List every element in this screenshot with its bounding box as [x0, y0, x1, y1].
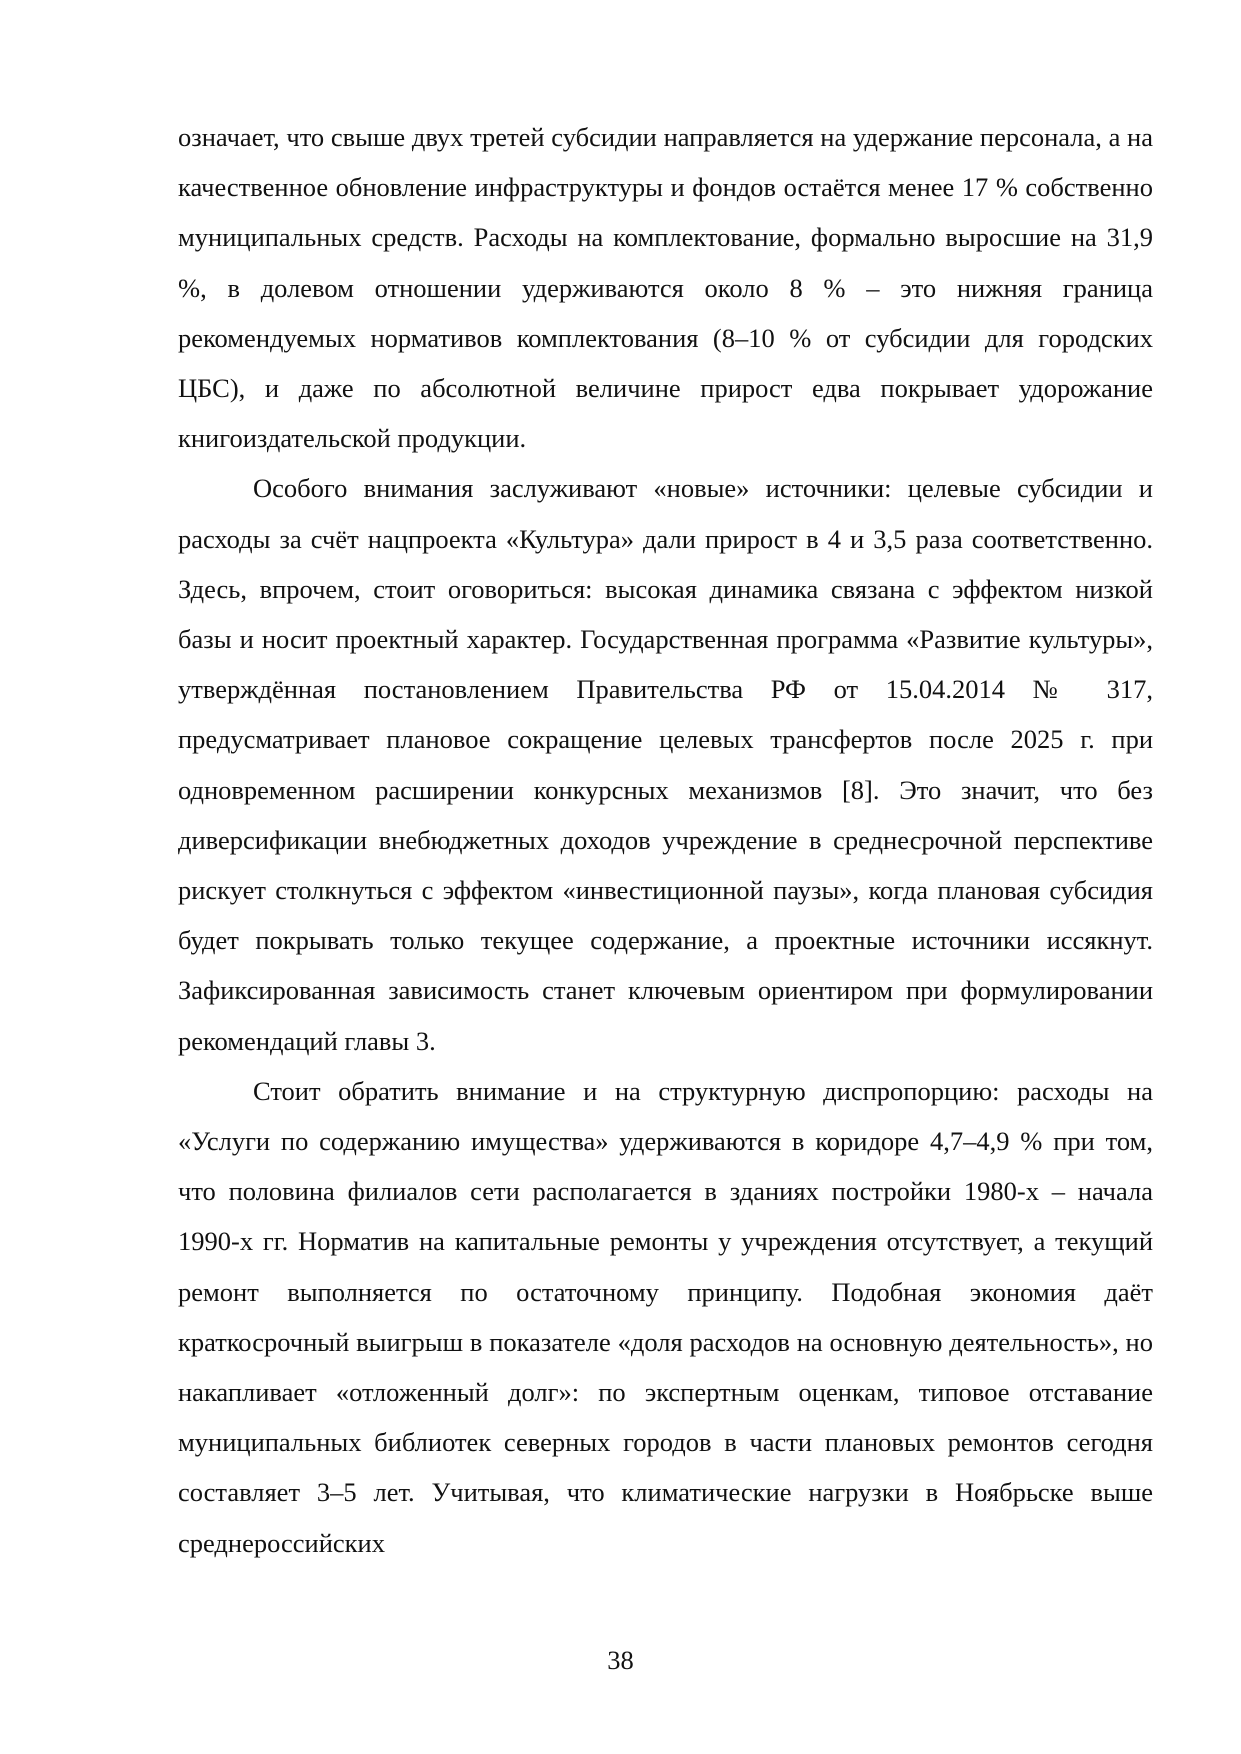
text-body — [178, 112, 1153, 1568]
paragraph-new-sources: Особого внимания заслуживают «новые» источники: целевые субсидии и расходы за счёт нацпроекта «Культура» дали прирост в 4 и 3,5 раза соответственно. Здесь, впрочем, стоит оговориться: высокая динамика связана с эффектом низкой базы и носит проектный характер. Государственная программа «Развитие культуры», утверждённая постановлением Правительства РФ от 15.04.2014 № 317, предусматривает плановое сокращение целевых трансфертов после 2025 г. при одновременном расширении конкурсных механизмов [8]. Это значит, что без диверсификации внебюджетных доходов учреждение в среднесрочной перспективе рискует столкнуться с эффектом «инвестиционной паузы», когда плановая субсидия будет покрывать только текущее содержание, а проектные источники иссякнут. Зафиксированная зависимость станет ключевым ориентиром при формулировании рекомендаций главы 3. — [178, 473, 1153, 1056]
paragraph-structural-disproportion: Стоит обратить внимание и на структурную диспропорцию: расходы на «Услуги по содержанию имущества» удерживаются в коридоре 4,7–4,9 % при том, что половина филиалов сети располагается в зданиях постройки 1980-х – начала 1990-х гг. Норматив на капитальные ремонты у учреждения отсутствует, а текущий ремонт выполняется по остаточному принципу. Подобная экономия даёт краткосрочный выигрыш в показателе «доля расходов на основную деятельность», но накапливает «отложенный долг»: по экспертным оценкам, типовое отставание муниципальных библиотек северных городов в части плановых ремонтов сегодня составляет 3–5 лет. Учитывая, что климатические нагрузки в Ноябрьске выше среднероссийских — [178, 1075, 1153, 1558]
paragraph-continuation: означает, что свыше двух третей субсидии направляется на удержание персонала, а на качественное обновление инфраструктуры и фондов остаётся менее 17 % собственно муниципальных средств. Расходы на комплектование, формально выросшие на 31,9 %, в долевом отношении удерживаются около 8 % – это нижняя граница рекомендуемых нормативов комплектования (8–10 % от субсидии для городских ЦБС), и даже по абсолютной величине прирост едва покрывает удорожание книгоиздательской продукции. — [178, 122, 1153, 454]
page-number: 38 — [607, 1645, 634, 1675]
